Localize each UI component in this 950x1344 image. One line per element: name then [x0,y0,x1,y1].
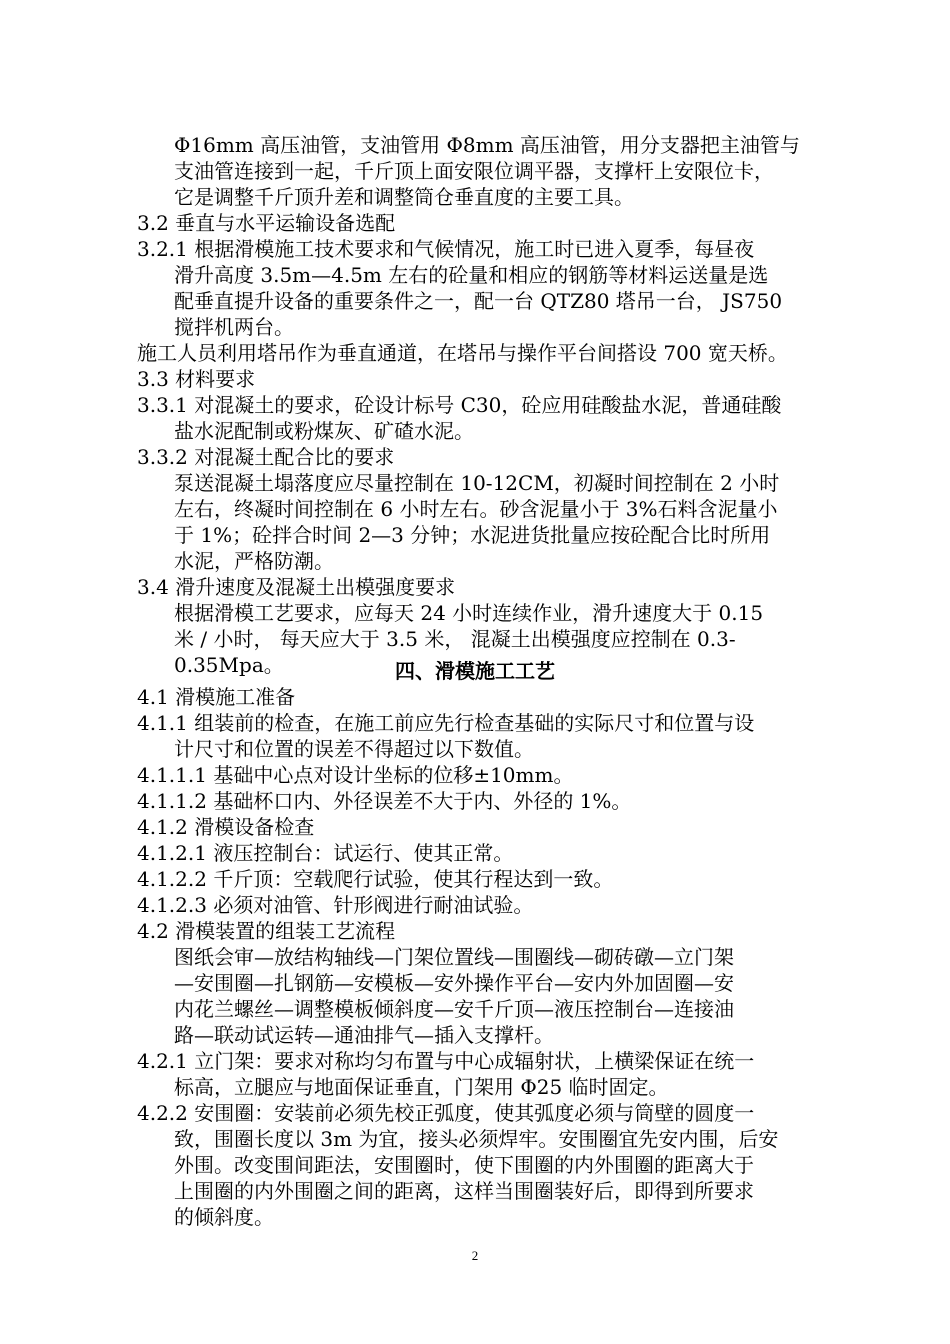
paragraph-line: 它是调整千斤顶升差和调整筒仓垂直度的主要工具。 [174,185,634,209]
paragraph-line: 滑升高度 3.5m—4.5m 左右的砼量和相应的钢筋等材料运送量是选 [174,263,769,287]
paragraph-line: 米 / 小时， 每天应大于 3.5 米， 混凝土出模强度应控制在 0.3- [174,627,736,651]
paragraph-line: 4.1.2.1 液压控制台：试运行、使其正常。 [137,841,514,865]
paragraph-line: 于 1%；砼拌合时间 2—3 分钟；水泥进货批量应按砼配合比时所用 [174,523,771,547]
paragraph-line: 4.1.1.1 基础中心点对设计坐标的位移±10mm。 [137,763,574,787]
paragraph-line: 支油管连接到一起，千斤顶上面安限位调平器，支撑杆上安限位卡， [174,159,774,183]
paragraph-line: 外围。改变围间距法，安围圈时，使下围圈的内外围圈的距离大于 [174,1153,754,1177]
paragraph-line: 泵送混凝土塌落度应尽量控制在 10-12CM，初凝时间控制在 2 小时 [174,471,780,495]
paragraph-line: 4.1.1 组装前的检查，在施工前应先行检查基础的实际尺寸和位置与设 [137,711,755,735]
paragraph-line: 4.1.2.3 必须对油管、针形阀进行耐油试验。 [137,893,534,917]
paragraph-line: —安围圈—扎钢筋—安模板—安外操作平台—安内外加固圈—安 [174,971,734,995]
paragraph-line: 4.1.2.2 千斤顶：空载爬行试验，使其行程达到一致。 [137,867,614,891]
section-heading-3-2: 3.2 垂直与水平运输设备选配 [137,211,396,235]
subsection-heading-4-1-2: 4.1.2 滑模设备检查 [137,815,315,839]
paragraph-line: 计尺寸和位置的误差不得超过以下数值。 [174,737,534,761]
paragraph-line: 施工人员利用塔吊作为垂直通道，在塔吊与操作平台间搭设 700 宽天桥。 [137,341,788,365]
section-heading-3-3: 3.3 材料要求 [137,367,256,391]
paragraph-line: 3.3.1 对混凝土的要求，砼设计标号 C30，砼应用硅酸盐水泥，普通硅酸 [137,393,782,417]
page-number: 2 [471,1248,479,1263]
paragraph-line: 路—联动试运转—通油排气—插入支撑杆。 [174,1023,554,1047]
paragraph-line: 根据滑模工艺要求，应每天 24 小时连续作业，滑升速度大于 0.15 [174,601,764,625]
paragraph-line: 0.35Mpa。 [174,653,284,677]
section-heading-4-2: 4.2 滑模装置的组装工艺流程 [137,919,396,943]
paragraph-line: 内花兰螺丝—调整模板倾斜度—安千斤顶—液压控制台—连接油 [174,997,734,1021]
paragraph-line: 图纸会审—放结构轴线—门架位置线—围圈线—砌砖礅—立门架 [174,945,734,969]
paragraph-line: 配垂直提升设备的重要条件之一，配一台 QTZ80 塔吊一台， JS750 [174,289,783,313]
section-heading-4-1: 4.1 滑模施工准备 [137,685,296,709]
subsection-heading-3-3-2: 3.3.2 对混凝土配合比的要求 [137,445,395,469]
paragraph-line: 致，围圈长度以 3m 为宜，接头必须焊牢。安围圈宜先安内围，后安 [174,1127,779,1151]
paragraph-line: 4.2.1 立门架：要求对称均匀布置与中心成辐射状，上横梁保证在统一 [137,1049,755,1073]
paragraph-line: 盐水泥配制或粉煤灰、矿碴水泥。 [174,419,474,443]
paragraph-line: 水泥，严格防潮。 [174,549,334,573]
paragraph-line: 左右，终凝时间控制在 6 小时左右。砂含泥量小于 3%石料含泥量小 [174,497,778,521]
paragraph-line: 的倾斜度。 [174,1205,274,1229]
paragraph-line: 4.2.2 安围圈：安装前必须先校正弧度，使其弧度必须与筒壁的圆度一 [137,1101,755,1125]
paragraph-line: 4.1.1.2 基础杯口内、外径误差不大于内、外径的 1%。 [137,789,632,813]
paragraph-line: 上围圈的内外围圈之间的距离，这样当围圈装好后，即得到所要求 [174,1179,754,1203]
paragraph-line: 标高，立腿应与地面保证垂直，门架用 Φ25 临时固定。 [174,1075,669,1099]
chapter-heading: 四、滑模施工工艺 [395,659,555,683]
paragraph-line: 3.2.1 根据滑模施工技术要求和气候情况，施工时已进入夏季，每昼夜 [137,237,755,261]
paragraph-line: Φ16mm 高压油管，支油管用 Φ8mm 高压油管，用分支器把主油管与 [174,133,800,157]
section-heading-3-4: 3.4 滑升速度及混凝土出模强度要求 [137,575,456,599]
paragraph-line: 搅拌机两台。 [174,315,294,339]
